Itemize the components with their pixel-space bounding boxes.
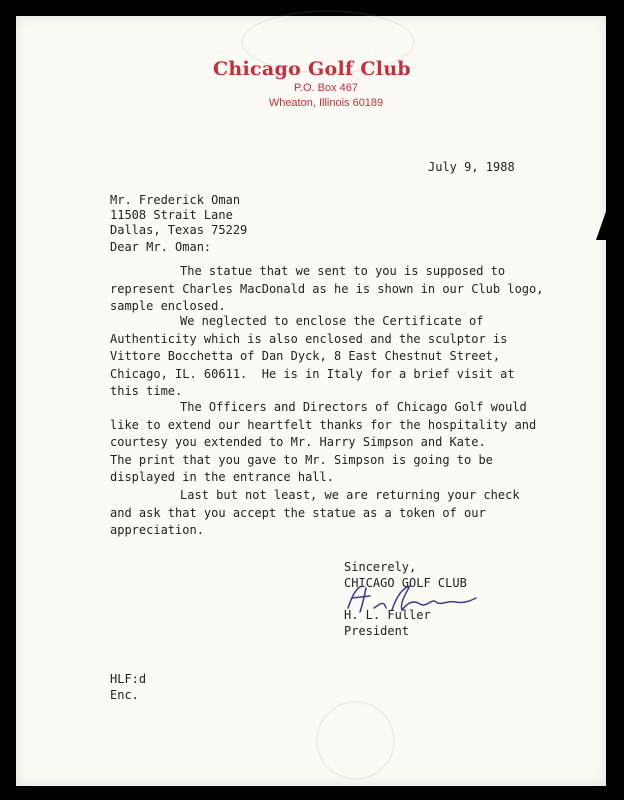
paragraph-line: displayed in the entrance hall. xyxy=(110,470,334,484)
letterhead-club-name: Chicago Golf Club xyxy=(212,58,412,80)
closing: Sincerely, xyxy=(344,560,417,574)
paragraph-line: like to extend our heartfelt thanks for the hospitality and xyxy=(110,417,537,432)
recipient-street: 11508 Strait Lane xyxy=(110,208,233,222)
paragraph-line: sample enclosed. xyxy=(110,299,226,313)
signatory-name: H. L. Fuller xyxy=(344,608,431,622)
closing-organization: CHICAGO GOLF CLUB xyxy=(344,576,467,590)
recipient-city: Dallas, Texas 75229 xyxy=(110,223,248,237)
letterhead-city: Wheaton, Illinois 60189 xyxy=(268,97,384,109)
body-paragraph-2 xyxy=(110,313,530,401)
reference-initials: HLF:d xyxy=(110,672,147,686)
paragraph-line: and ask that you accept the statue as a token of our xyxy=(110,505,486,520)
salutation: Dear Mr. Oman: xyxy=(110,240,212,254)
body-paragraph-1 xyxy=(110,263,544,316)
paragraph-line: Chicago, IL. 60611. He is in Italy for a brief visit at xyxy=(110,366,515,381)
enclosure-note: Enc. xyxy=(110,688,139,702)
watermark-seal xyxy=(316,701,395,780)
letterhead-po-box: P.O. Box 467 xyxy=(293,82,358,94)
body-paragraph-4 xyxy=(110,487,530,540)
paragraph-line: We neglected to enclose the Certificate of xyxy=(180,314,484,328)
paragraph-line: Last but not least, we are returning your check xyxy=(180,488,520,502)
paragraph-line: this time. xyxy=(110,384,183,398)
paragraph-line: Vittore Bocchetta of Dan Dyck, 8 East Chestnut Street, xyxy=(110,349,501,363)
paragraph-line: represent Charles MacDonald as he is shown in our Club logo, xyxy=(110,281,544,296)
letter-date: July 9, 1988 xyxy=(428,160,515,174)
signatory-title: President xyxy=(344,624,410,638)
paragraph-line: The print that you gave to Mr. Simpson is going to be xyxy=(110,452,493,467)
paragraph-line: The statue that we sent to you is supposed to xyxy=(180,264,506,278)
paragraph-line: courtesy you extended to Mr. Harry Simpson and Kate. xyxy=(110,435,486,449)
paragraph-line: Authenticity which is also enclosed and the sculptor is xyxy=(110,331,508,346)
paragraph-line: appreciation. xyxy=(110,523,204,537)
body-paragraph-3 xyxy=(110,399,537,487)
recipient-name: Mr. Frederick Oman xyxy=(110,193,241,207)
paragraph-line: The Officers and Directors of Chicago Golf would xyxy=(180,400,527,414)
